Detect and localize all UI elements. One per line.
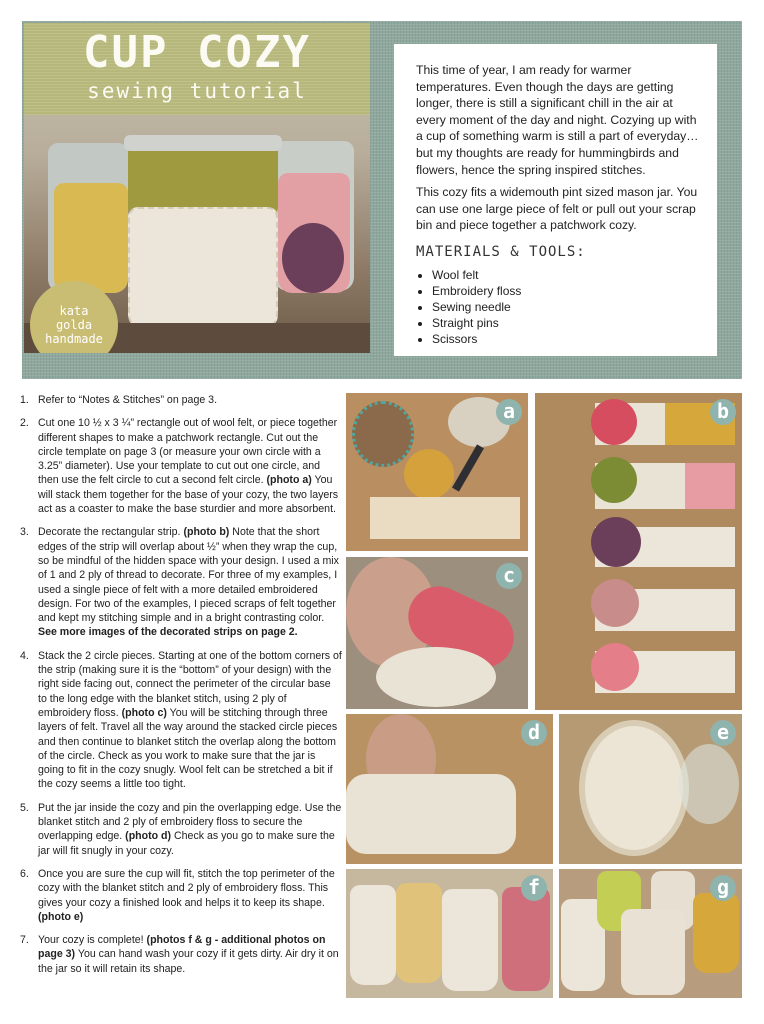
jar — [350, 885, 396, 985]
photo-label-b: b — [710, 399, 736, 425]
photo-a — [346, 393, 528, 551]
felt-circle — [404, 449, 454, 499]
photo-f — [346, 869, 553, 998]
intro-box — [394, 44, 717, 356]
felt-strip — [370, 497, 520, 539]
steps-list — [20, 393, 342, 985]
material-item: • Straight pins — [432, 315, 701, 331]
jar-main-lid — [124, 135, 282, 151]
cozy-felt — [376, 647, 496, 707]
step-number: 5. — [20, 801, 29, 814]
step-text: Once you are sure the cup will fit, stitch the top perimeter of the cozy with the blanket stitch and 2 ply of embroidery floss. This gives your cozy a finished look and helps it to keep its shape. (photo e) — [38, 867, 335, 923]
floss-pile — [352, 401, 414, 467]
scissors — [452, 444, 484, 491]
step-text: Decorate the rectangular strip. (photo b) Note that the short edges of the strip will overlap about ½” when they wrap the cup, so be mindful of the hidden space with your design. I used a mix of 1 and 2 ply of thread to decorate. For three of my examples, I used a single piece of felt with a more detailed embroidered design. For two of the examples, I pieced scraps of felt together and kept my stitching simple and in a bright contrasting color. See more images of the decorated strips on page 2. — [38, 526, 339, 639]
cozy-inside — [579, 720, 689, 856]
page-subtitle: sewing tutorial — [87, 79, 307, 103]
photo-label-c: c — [496, 563, 522, 589]
jar — [621, 909, 685, 995]
glass-jar — [679, 744, 739, 824]
photo-d — [346, 714, 553, 864]
material-item: • Scissors — [432, 331, 701, 347]
step-3 — [20, 525, 342, 639]
photo-label-a: a — [496, 399, 522, 425]
base-circle — [591, 517, 641, 567]
hero-photo — [24, 23, 370, 353]
cozy-right-circle — [282, 223, 344, 293]
step-number: 6. — [20, 867, 29, 880]
step-text: Cut one 10 ½ x 3 ¼” rectangle out of wool felt, or piece together different shapes to make a patchwork rectangle. Cut out the circle template on page 3 (or measure your own circle with a 3.25” diameter). Use your template to cut out one circle, and then use the felt circle to cut a second felt circle. (photo a) You will stack them together for the base of your cozy, the two layers act as a coaster to make the base sturdier and more absorbent. — [38, 417, 339, 516]
step-1 — [20, 393, 342, 407]
material-item: • Wool felt — [432, 267, 701, 283]
badge-line-2: golda — [55, 318, 93, 332]
intro-paragraph-1: This time of year, I am ready for warmer temperatures. Even though the days are getting longer, there is still a significant chill in the air at every moment of the day and night. Cozying up with a cup of something warm is still a part of everyday… but my thoughts are ready for hummingbirds and flowers, hence the spring inspired stitches. — [416, 63, 699, 177]
intro-paragraph-2: This cozy fits a widemouth pint sized mason jar. You can use one large piece of felt or pull out your scrap bin and piece together a patchwork cozy. — [416, 185, 698, 233]
photo-label-e: e — [710, 720, 736, 746]
photo-c — [346, 557, 528, 709]
step-7 — [20, 933, 342, 976]
photo-g — [559, 869, 742, 998]
material-item: • Sewing needle — [432, 299, 701, 315]
step-number: 4. — [20, 649, 29, 662]
title-plate — [24, 23, 370, 115]
step-text: Refer to “Notes & Stitches” on page 3. — [38, 394, 218, 406]
step-number: 1. — [20, 394, 29, 406]
photo-e — [559, 714, 742, 864]
base-circle — [591, 399, 637, 445]
step-text: Stack the 2 circle pieces. Starting at one of the bottom corners of the strip (making sure it is the “bottom” of your design) with the right side facing out, connect the perimeter of the circular base to the long edge with the blanket stitch, using 2 ply of embroidery floss. (photo c) You will be stitching through three layers of felt. Travel all the way around the stacked circle pieces and then continue to blanket stitch the overlap along the bottom of the circle. Check as you work to make sure that the jar is going to fit in the cozy snugly. Wool felt can be stretched a bit if the cozy seems a little too tight. — [38, 649, 342, 791]
jar — [396, 883, 442, 983]
base-circle — [591, 643, 639, 691]
jar — [502, 887, 550, 991]
page-title: CUP COZY — [83, 27, 311, 78]
badge-line-3: handmade — [45, 332, 103, 346]
base-circle — [591, 457, 637, 503]
materials-heading: MATERIALS & TOOLS: — [416, 243, 586, 260]
cozy-felt — [346, 774, 516, 854]
photo-label-d: d — [521, 720, 547, 746]
step-5 — [20, 801, 342, 858]
step-number: 2. — [20, 417, 29, 430]
step-4 — [20, 649, 342, 792]
step-6 — [20, 867, 342, 924]
jar — [442, 889, 498, 991]
step-2 — [20, 416, 342, 516]
material-item: • Embroidery floss — [432, 283, 701, 299]
cozy-main — [128, 207, 278, 329]
step-text: Your cozy is complete! (photos f & g - additional photos on page 3) You can hand wash your cozy if it gets dirty. Air dry it on the jar so it will retain its shape. — [38, 934, 339, 975]
photo-label-f: f — [521, 875, 547, 901]
strip-patch-pink — [685, 463, 735, 509]
materials-list — [416, 267, 701, 347]
jar — [693, 893, 739, 973]
base-circle — [591, 579, 639, 627]
photo-b — [535, 393, 742, 710]
cozy-left — [54, 183, 128, 293]
step-number: 7. — [20, 934, 29, 947]
step-text: Put the jar inside the cozy and pin the overlapping edge. Use the blanket stitch and 2 ply of embroidery floss to secure the overlapping edge. (photo d) Check as you go to make sure the jar will fit snugly in your cozy. — [38, 801, 342, 857]
photo-label-g: g — [710, 875, 736, 901]
badge-line-1: kata — [59, 304, 89, 318]
step-number: 3. — [20, 526, 29, 539]
